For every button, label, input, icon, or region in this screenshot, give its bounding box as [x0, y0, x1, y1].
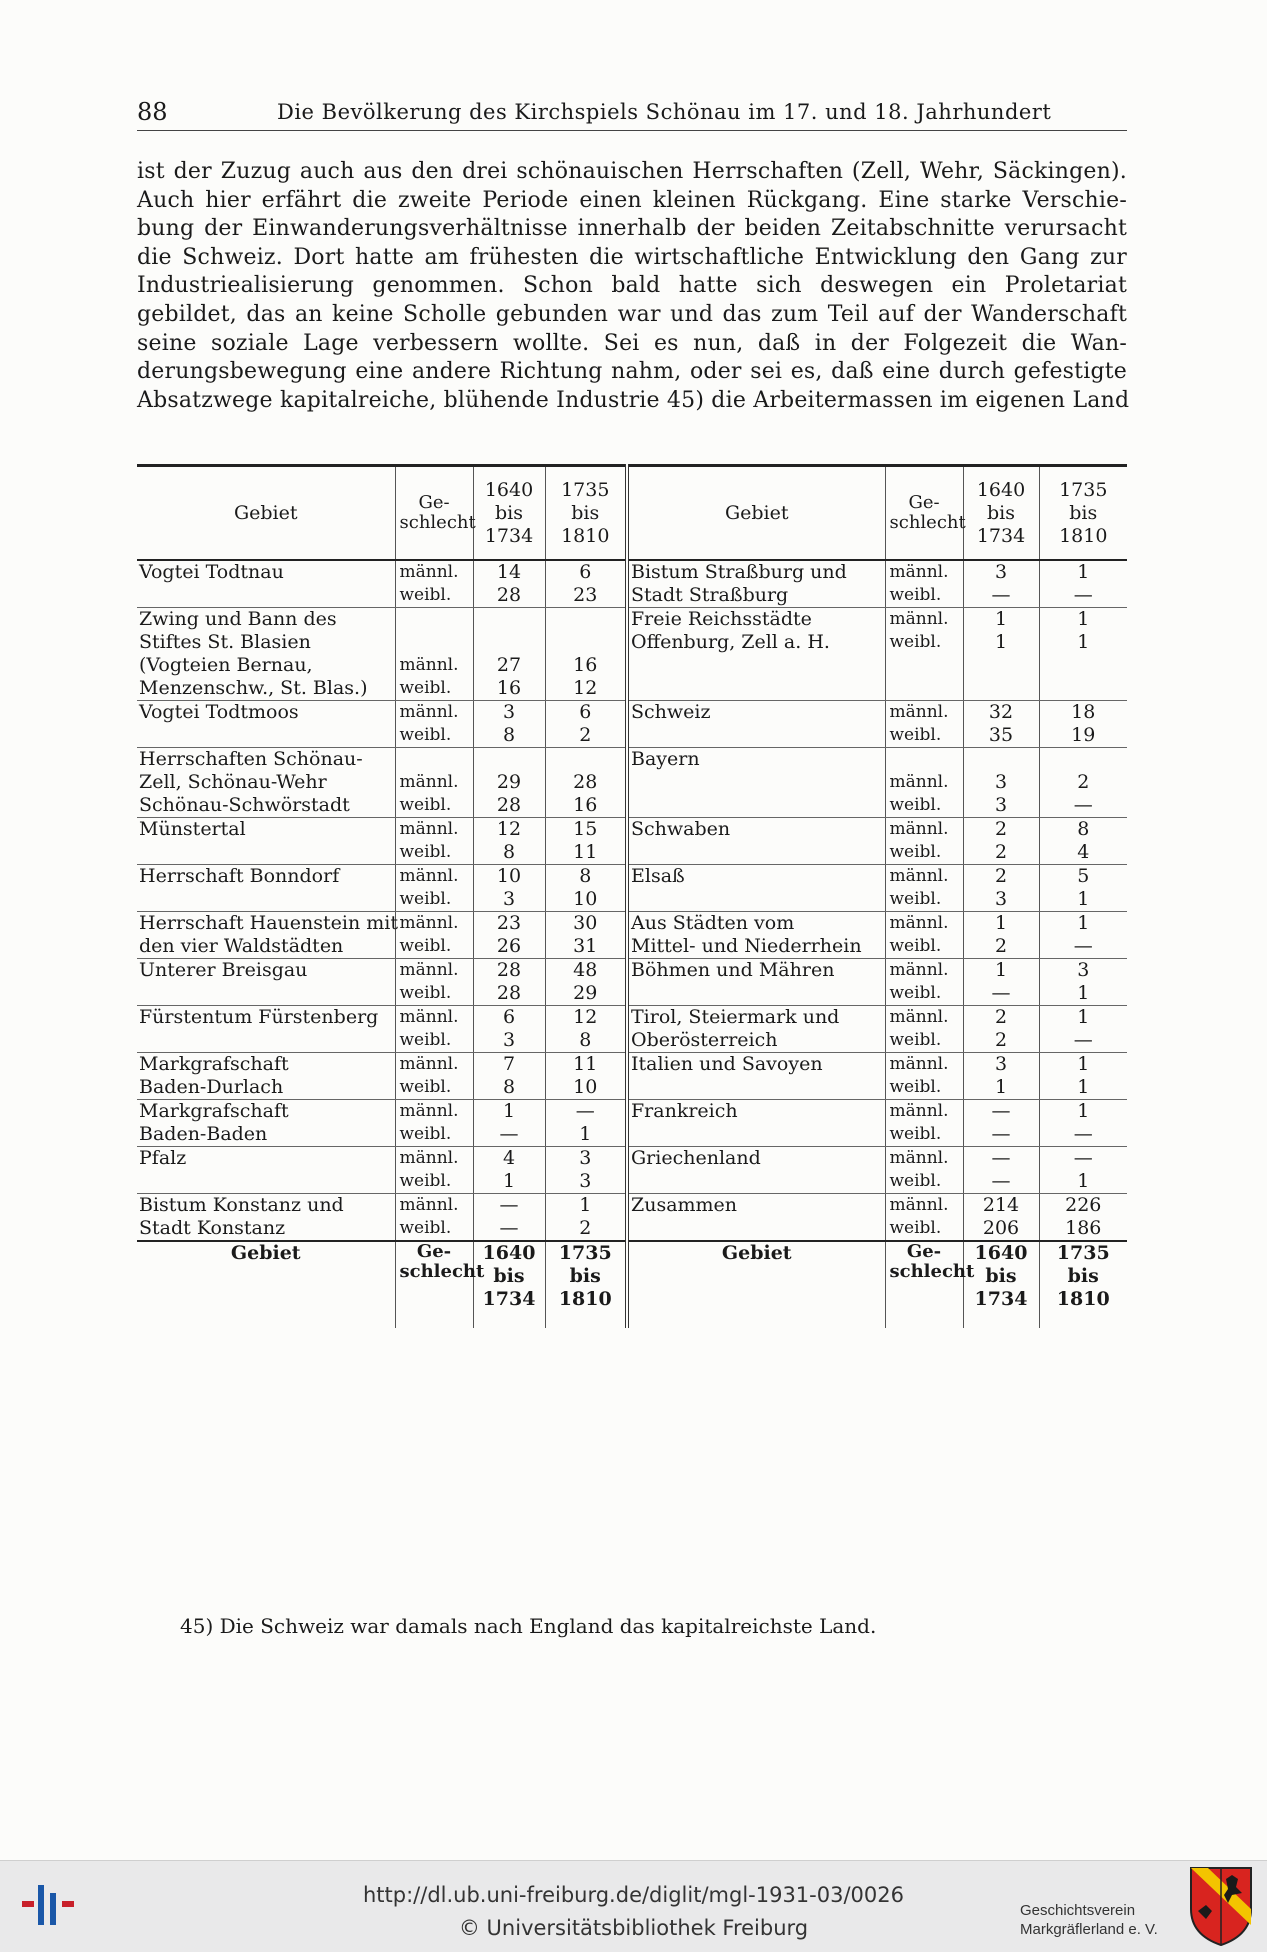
region-name: Schweiz	[627, 701, 885, 748]
sex-label: männl. weibl.	[395, 1006, 473, 1053]
region-name: Bayern	[627, 748, 885, 818]
col-footer-gebiet: Gebiet	[230, 1242, 301, 1264]
count-1640-1734: 12 8	[473, 818, 545, 865]
count-1640-1734: — —	[963, 1147, 1039, 1194]
sex-label: männl. weibl.	[885, 1006, 963, 1053]
col-header-gebiet: Gebiet	[627, 466, 885, 561]
count-1735-1810: 15 11	[545, 818, 627, 865]
col-footer-1735-1810: 1735 bis 1810	[545, 1241, 627, 1328]
col-footer-1735-1810: 1735 bis 1810	[1039, 1241, 1127, 1328]
count-1735-1810: 1 —	[1039, 1006, 1127, 1053]
table-row	[137, 912, 1127, 959]
region-name: Böhmen und Mähren	[627, 959, 885, 1006]
body-line: seine soziale Lage verbessern wollte. Sei es nun, daß in der Folgezeit die Wan-	[137, 330, 1127, 356]
count-1735-1810: 18 19	[1039, 701, 1127, 748]
col-footer-geschlecht: Ge- schlecht	[885, 1241, 963, 1328]
region-name: Markgrafschaft Baden-Baden	[137, 1100, 395, 1147]
region-name: Pfalz	[137, 1147, 395, 1194]
col-footer-1640-1734: 1640 bis 1734	[963, 1241, 1039, 1328]
sex-label: männl. weibl.	[395, 865, 473, 912]
sex-label: männl. weibl.	[395, 1100, 473, 1147]
sex-label: männl. weibl.	[885, 1194, 963, 1242]
region-name: Unterer Breisgau	[137, 959, 395, 1006]
body-line: bung der Einwanderungsverhältnisse innerhalb der beiden Zeitabschnitte verursacht	[137, 216, 1127, 242]
body-paragraph	[137, 158, 1130, 415]
count-1640-1734: 1 1	[963, 608, 1039, 701]
count-1640-1734: 28 28	[473, 959, 545, 1006]
col-footer-1640-1734: 1640 bis 1734	[473, 1241, 545, 1328]
count-1640-1734: — —	[473, 1194, 545, 1242]
count-1735-1810: 3 3	[545, 1147, 627, 1194]
count-1640-1734: — —	[963, 1100, 1039, 1147]
body-line: Industriealisierung genommen. Schon bald hatte sich deswegen ein Proletariat	[137, 273, 1127, 299]
sex-label: männl. weibl.	[395, 1147, 473, 1194]
sex-label: männl. weibl.	[885, 560, 963, 608]
count-1735-1810: 16 12	[545, 608, 627, 701]
region-name: Bistum Straßburg und Stadt Straßburg	[627, 560, 885, 608]
count-1640-1734: 23 26	[473, 912, 545, 959]
count-1640-1734: 14 28	[473, 560, 545, 608]
col-header-geschlecht: Ge- schlecht	[395, 466, 473, 561]
viewer-footer	[0, 1860, 1267, 1952]
sex-label: männl. weibl.	[885, 959, 963, 1006]
count-1640-1734: 3 8	[473, 701, 545, 748]
col-header-geschlecht: Ge- schlecht	[885, 466, 963, 561]
sex-label: männl. weibl.	[395, 959, 473, 1006]
region-name: Schwaben	[627, 818, 885, 865]
region-name: Griechenland	[627, 1147, 885, 1194]
body-line: derungsbewegung eine andere Richtung nahm, oder sei es, daß eine durch gefestigte	[137, 359, 1127, 385]
table-row	[137, 748, 1127, 818]
footnote: 45) Die Schweiz war damals nach England das kapitalreichste Land.	[180, 1614, 877, 1638]
table-row	[137, 959, 1127, 1006]
region-name: Freie Reichsstädte Offenburg, Zell a. H.	[627, 608, 885, 701]
col-header-gebiet: Gebiet	[233, 501, 298, 524]
col-header-1735-1810: 1735 bis 1810	[545, 466, 627, 561]
sex-label: männl. weibl.	[885, 748, 963, 818]
region-name: Fürstentum Fürstenberg	[137, 1006, 395, 1053]
count-1735-1810: — 1	[1039, 1147, 1127, 1194]
region-name: Zwing und Bann des Stiftes St. Blasien (Vogteien Bernau, Menzenschw., St. Blas.)	[137, 608, 395, 701]
region-name: Zusammen	[627, 1194, 885, 1242]
region-name: Vogtei Todtmoos	[137, 701, 395, 748]
count-1735-1810: 1 —	[1039, 1100, 1127, 1147]
permalink-link[interactable]: http://dl.ub.uni-freiburg.de/diglit/mgl-1931-03/0026	[362, 1883, 904, 1907]
table-row	[137, 1100, 1127, 1147]
body-line: Auch hier erfährt die zweite Periode einen kleinen Rückgang. Eine starke Verschie-	[137, 187, 1127, 213]
sex-label: männl. weibl.	[885, 865, 963, 912]
sex-label: männl. weibl.	[885, 608, 963, 701]
count-1640-1734: 27 16	[473, 608, 545, 701]
table-row	[137, 560, 1127, 608]
count-1640-1734: 1 —	[963, 959, 1039, 1006]
sex-label: männl. weibl.	[395, 912, 473, 959]
region-name: Tirol, Steiermark und Oberösterreich	[627, 1006, 885, 1053]
sex-label: männl. weibl.	[885, 1100, 963, 1147]
count-1735-1810: 5 1	[1039, 865, 1127, 912]
col-footer-geschlecht: Ge- schlecht	[395, 1241, 473, 1328]
region-name: Aus Städten vom Mittel- und Niederrhein	[627, 912, 885, 959]
count-1640-1734: 10 3	[473, 865, 545, 912]
col-footer-gebiet: Gebiet	[627, 1241, 885, 1328]
table-row	[137, 1053, 1127, 1100]
count-1640-1734: 3 1	[963, 1053, 1039, 1100]
count-1735-1810: 12 8	[545, 1006, 627, 1053]
region-name: Münstertal	[137, 818, 395, 865]
count-1640-1734: 1 2	[963, 912, 1039, 959]
table-row	[137, 865, 1127, 912]
table-row	[137, 818, 1127, 865]
count-1640-1734: 2 3	[963, 865, 1039, 912]
count-1735-1810: 6 23	[545, 560, 627, 608]
table-header	[137, 466, 1127, 561]
table-row	[137, 1194, 1127, 1242]
body-line: ist der Zuzug auch aus den drei schönauischen Herrschaften (Zell, Wehr, Säckingen).	[137, 159, 1127, 184]
region-name: Italien und Savoyen	[627, 1053, 885, 1100]
region-name: Herrschaft Bonndorf	[137, 865, 395, 912]
count-1735-1810: 30 31	[545, 912, 627, 959]
sex-label: männl. weibl.	[885, 701, 963, 748]
count-1735-1810: 2 —	[1039, 748, 1127, 818]
coat-of-arms-icon	[1188, 1865, 1254, 1947]
running-head	[137, 96, 1127, 131]
table-row	[137, 1147, 1127, 1194]
region-name: Bistum Konstanz und Stadt Konstanz	[137, 1194, 395, 1242]
count-1640-1734: 3 3	[963, 748, 1039, 818]
count-1735-1810: 1 —	[1039, 912, 1127, 959]
table-footer-header	[137, 1241, 1127, 1328]
col-header-1735-1810: 1735 bis 1810	[1039, 466, 1127, 561]
count-1640-1734: 1 —	[473, 1100, 545, 1147]
copyright-text: © Universitätsbibliothek Freiburg	[458, 1916, 809, 1940]
count-1640-1734: 32 35	[963, 701, 1039, 748]
sex-label: männl. weibl.	[395, 560, 473, 608]
count-1640-1734: 29 28	[473, 748, 545, 818]
sex-label: männl. weibl.	[395, 608, 473, 701]
sex-label: männl. weibl.	[395, 701, 473, 748]
sex-label: männl. weibl.	[885, 1147, 963, 1194]
region-name: Elsaß	[627, 865, 885, 912]
running-title: Die Bevölkerung des Kirchspiels Schönau im 17. und 18. Jahrhundert	[277, 100, 1052, 124]
body-line: Absatzwege kapitalreiche, blühende Industrie 45) die Arbeitermassen im eigenen Land	[137, 387, 1130, 413]
sex-label: männl. weibl.	[395, 748, 473, 818]
count-1735-1810: 1 1	[1039, 608, 1127, 701]
sex-label: männl. weibl.	[395, 1194, 473, 1242]
migration-table	[137, 464, 1127, 1328]
region-name: Herrschaft Hauenstein mit den vier Waldstädten	[139, 912, 398, 957]
table-row	[137, 608, 1127, 701]
body-line: die Schweiz. Dort hatte am frühesten die wirtschaftliche Entwicklung den Gang zur	[137, 244, 1127, 270]
region-name: Frankreich	[627, 1100, 885, 1147]
count-1640-1734: 4 1	[473, 1147, 545, 1194]
region-name: Herrschaften Schönau- Zell, Schönau-Wehr Schönau-Schwörstadt	[137, 748, 395, 818]
col-header-1640-1734: 1640 bis 1734	[473, 466, 545, 561]
count-1735-1810: 6 2	[545, 701, 627, 748]
sex-label: männl. weibl.	[885, 1053, 963, 1100]
table-row	[137, 1006, 1127, 1053]
count-1640-1734: 3 —	[963, 560, 1039, 608]
count-1735-1810: 3 1	[1039, 959, 1127, 1006]
count-1640-1734: 6 3	[473, 1006, 545, 1053]
count-1640-1734: 2 2	[963, 818, 1039, 865]
sex-label: männl. weibl.	[885, 912, 963, 959]
count-1735-1810: 28 16	[545, 748, 627, 818]
count-1640-1734: 2 2	[963, 1006, 1039, 1053]
sex-label: männl. weibl.	[395, 818, 473, 865]
count-1735-1810: 1 —	[1039, 560, 1127, 608]
col-header-1640-1734: 1640 bis 1734	[963, 466, 1039, 561]
count-1735-1810: 48 29	[545, 959, 627, 1006]
count-1735-1810: — 1	[545, 1100, 627, 1147]
count-1735-1810: 8 4	[1039, 818, 1127, 865]
count-1735-1810: 1 1	[1039, 1053, 1127, 1100]
region-name: Markgrafschaft Baden-Durlach	[137, 1053, 395, 1100]
count-1735-1810: 11 10	[545, 1053, 627, 1100]
count-1735-1810: 8 10	[545, 865, 627, 912]
count-1640-1734: 7 8	[473, 1053, 545, 1100]
page-number: 88	[137, 98, 168, 126]
count-1735-1810: 1 2	[545, 1194, 627, 1242]
sex-label: männl. weibl.	[885, 818, 963, 865]
body-line: gebildet, das an keine Scholle gebunden war und das zum Teil auf der Wanderschaft	[137, 301, 1127, 327]
table-row	[137, 701, 1127, 748]
society-name: Geschichtsverein Markgräflerland e. V.	[1020, 1902, 1158, 1938]
sex-label: männl. weibl.	[395, 1053, 473, 1100]
region-name: Vogtei Todtnau	[137, 560, 395, 608]
count-1640-1734: 214 206	[963, 1194, 1039, 1242]
count-1735-1810: 226 186	[1039, 1194, 1127, 1242]
